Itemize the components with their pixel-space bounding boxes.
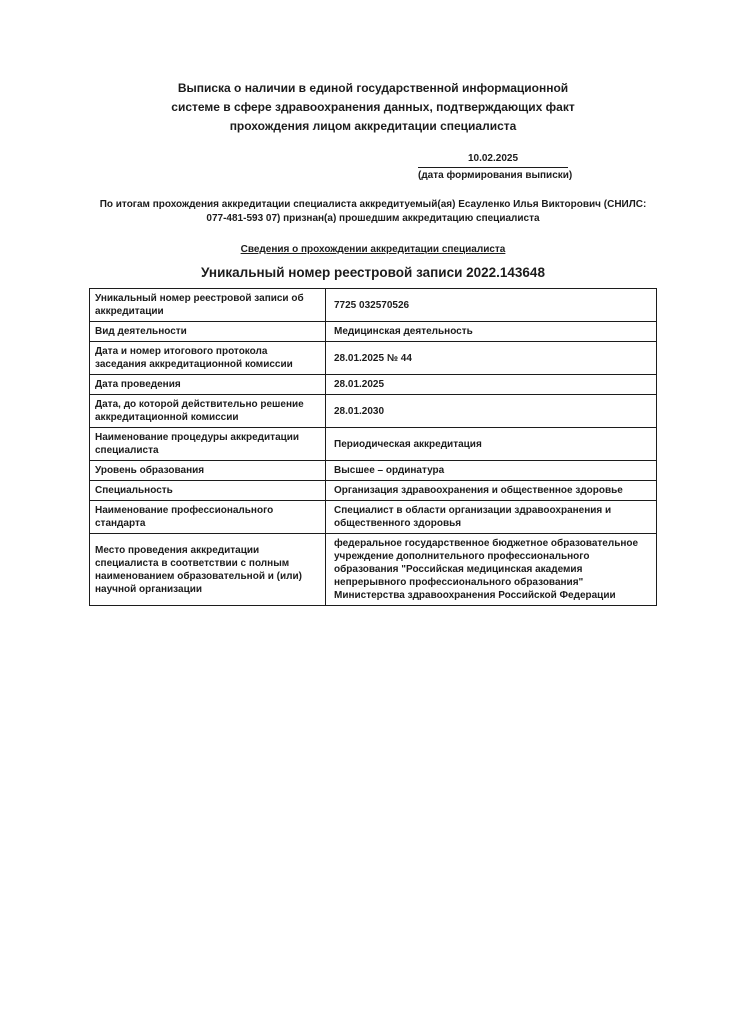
row-value: 28.01.2030 — [326, 395, 657, 428]
row-value: Периодическая аккредитация — [326, 428, 657, 461]
row-label: Место проведения аккредитации специалиста в соответствии с полным наименованием образовательной и (или) научной организации — [90, 534, 326, 606]
row-label: Дата проведения — [90, 375, 326, 395]
document-title-line: Выписка о наличии в единой государственной информационной — [177, 81, 569, 95]
table-row — [90, 428, 657, 461]
issue-date: 10.02.2025 — [418, 153, 568, 168]
row-label: Специальность — [90, 481, 326, 501]
table-row — [90, 534, 657, 606]
row-value: 28.01.2025 № 44 — [326, 342, 657, 375]
row-value: 7725 032570526 — [326, 289, 657, 322]
document-body — [89, 153, 657, 606]
registry-number-heading: Уникальный номер реестровой записи 2022.143648 — [201, 265, 545, 280]
row-value: 28.01.2025 — [326, 375, 657, 395]
issue-date-block — [418, 153, 573, 182]
table-row — [90, 375, 657, 395]
row-value: федеральное государственное бюджетное образовательное учреждение дополнительного профессионального образования "Российская медицинская академия непрерывного профессионального образования" Министерства здравоохранения Российской Федерации — [326, 534, 657, 606]
row-label: Дата и номер итогового протокола заседания аккредитационной комиссии — [90, 342, 326, 375]
row-value: Организация здравоохранения и общественное здоровье — [326, 481, 657, 501]
row-value: Медицинская деятельность — [326, 322, 657, 342]
row-label: Уровень образования — [90, 461, 326, 481]
table-row — [90, 461, 657, 481]
table-row — [90, 395, 657, 428]
intro-paragraph: По итогам прохождения аккредитации специалиста аккредитуемый(ая) Есауленко Илья Викторович (СНИЛС: 077-481-593 07) признан(а) прошедшим аккредитацию специалиста — [99, 199, 647, 224]
table-row — [90, 501, 657, 534]
document-title — [0, 0, 746, 136]
table-row — [90, 289, 657, 322]
row-label: Наименование профессионального стандарта — [90, 501, 326, 534]
accreditation-details-table — [89, 288, 657, 606]
section-heading: Сведения о прохождении аккредитации специалиста — [240, 244, 506, 255]
document-title-line: системе в сфере здравоохранения данных, подтверждающих факт — [171, 100, 575, 114]
document-title-line: прохождения лицом аккредитации специалиста — [229, 119, 517, 133]
row-value: Специалист в области организации здравоохранения и общественного здоровья — [326, 501, 657, 534]
row-label: Уникальный номер реестровой записи об аккредитации — [90, 289, 326, 322]
row-label: Дата, до которой действительно решение аккредитационной комиссии — [90, 395, 326, 428]
table-row — [90, 342, 657, 375]
row-value: Высшее – ординатура — [326, 461, 657, 481]
issue-date-caption: (дата формирования выписки) — [418, 170, 573, 181]
table-row — [90, 481, 657, 501]
row-label: Наименование процедуры аккредитации специалиста — [90, 428, 326, 461]
table-row — [90, 322, 657, 342]
row-label: Вид деятельности — [90, 322, 326, 342]
